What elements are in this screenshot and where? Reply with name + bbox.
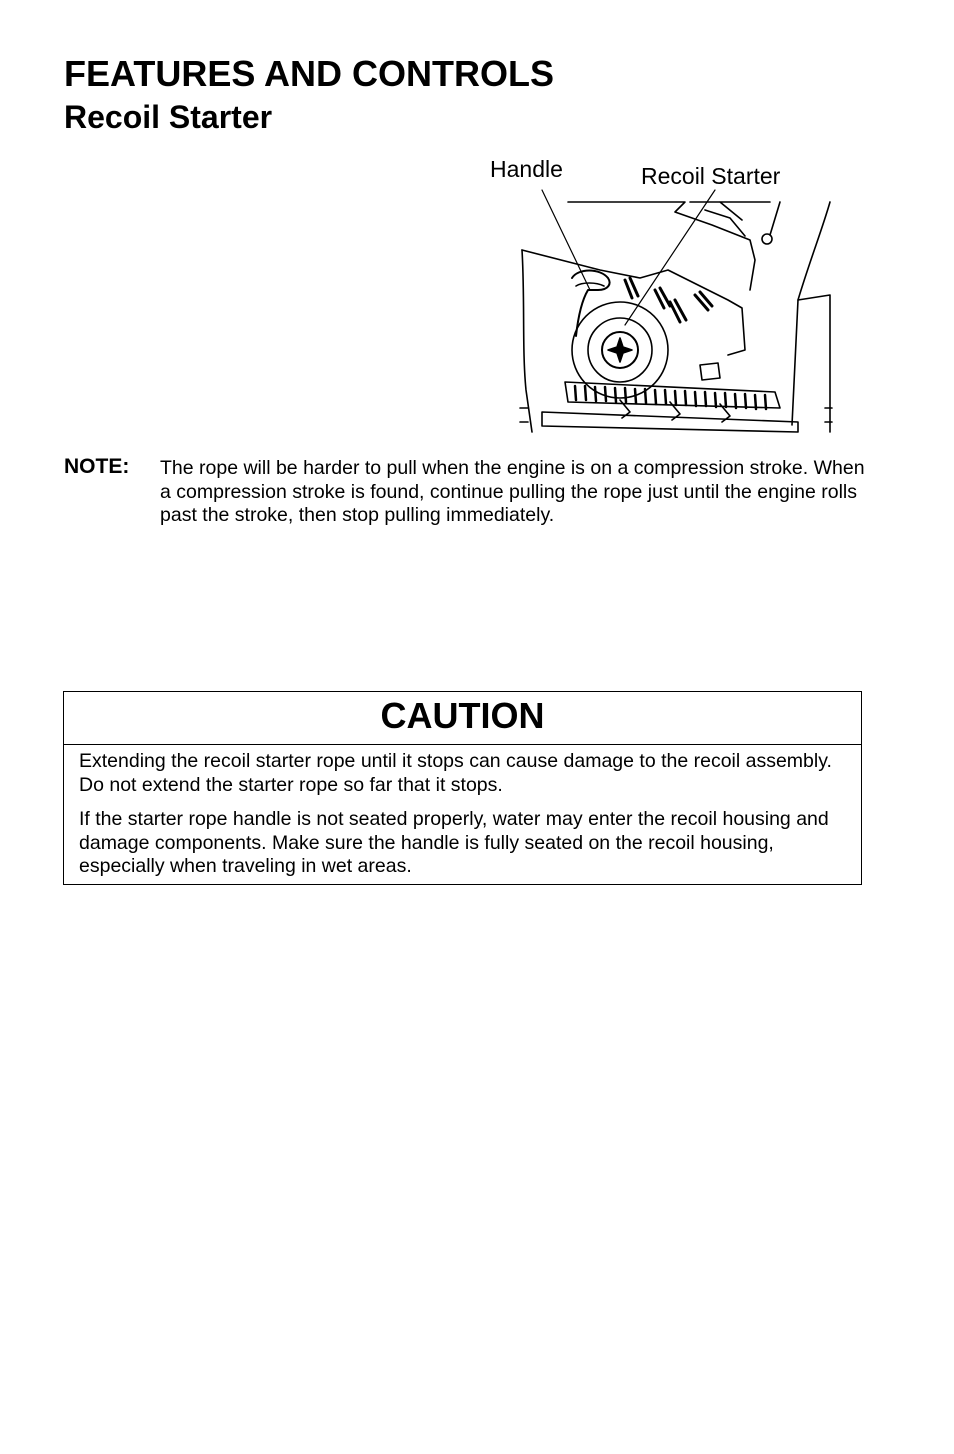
caution-box	[63, 691, 862, 885]
antenna	[770, 202, 780, 235]
caution-body	[64, 745, 861, 879]
handle-leader-line	[542, 190, 590, 290]
front-bumper	[542, 412, 798, 432]
note-label: NOTE:	[64, 455, 130, 478]
antenna-knob	[762, 234, 772, 244]
handle-callout-label: Handle	[490, 156, 563, 182]
recoil-starter-illustration	[480, 150, 850, 440]
subsection-title: Recoil Starter	[64, 99, 273, 135]
fender-right	[792, 202, 830, 425]
section-title: FEATURES AND CONTROLS	[64, 53, 554, 94]
caution-paragraph: If the starter rope handle is not seated properly, water may enter the recoil housing and damage components. Make sure the handle is fully seated on the recoil housing, especially when traveling in wet areas.	[79, 808, 829, 877]
caution-title: CAUTION	[64, 692, 861, 745]
recoil-starter-callout-label: Recoil Starter	[641, 163, 781, 189]
fender-lip	[798, 295, 830, 432]
engine-panel-left	[522, 250, 532, 432]
body-panel-lines	[690, 202, 770, 236]
note-text: The rope will be harder to pull when the engine is on a compression stroke. When a compression stroke is found, continue pulling the rope just until the engine rolls past the stroke, then stop pulling immediately.	[160, 457, 865, 526]
caution-paragraph: Extending the recoil starter rope until it stops can cause damage to the recoil assembly. Do not extend the starter rope so far that it stops.	[79, 750, 832, 796]
body-panel-upper	[568, 202, 755, 290]
